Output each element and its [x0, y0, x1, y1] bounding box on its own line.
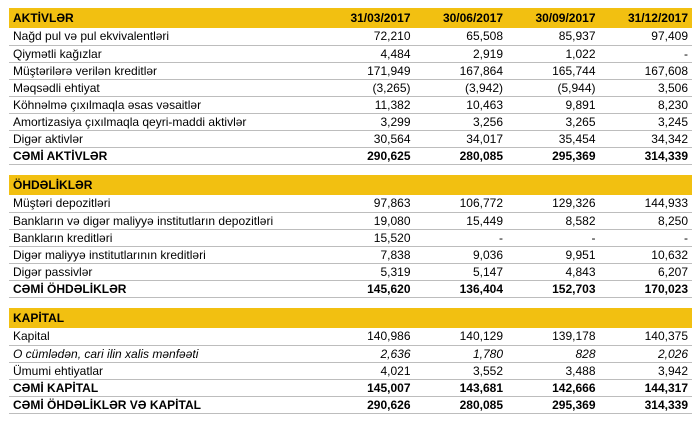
- row-value: 15,520: [322, 229, 415, 246]
- table-row: [9, 147, 692, 164]
- row-value: 171,949: [322, 62, 415, 79]
- row-value: 3,245: [600, 113, 693, 130]
- row-value: 97,409: [600, 28, 693, 45]
- section-gap: [9, 164, 692, 175]
- row-value: 295,369: [507, 147, 600, 164]
- section-title: KAPİTAL: [9, 308, 692, 328]
- row-value: 290,626: [322, 396, 415, 413]
- row-label: Müştəri depozitləri: [9, 195, 322, 212]
- column-header-q4: 31/12/2017: [600, 8, 693, 28]
- row-value: 72,210: [322, 28, 415, 45]
- row-label: Məqsədli ehtiyat: [9, 79, 322, 96]
- row-label: O cümlədən, cari ilin xalis mənfəəti: [9, 345, 322, 362]
- row-value: 9,891: [507, 96, 600, 113]
- table-row: [9, 280, 692, 297]
- row-value: 4,021: [322, 362, 415, 379]
- table-row: [9, 212, 692, 229]
- table-row: [9, 130, 692, 147]
- row-value: 144,933: [600, 195, 693, 212]
- row-value: 7,838: [322, 246, 415, 263]
- row-value: 144,317: [600, 379, 693, 396]
- row-value: 10,632: [600, 246, 693, 263]
- row-label: Amortizasiya çıxılmaqla qeyri-maddi aktivlər: [9, 113, 322, 130]
- table-row: [9, 362, 692, 379]
- row-value: 34,017: [415, 130, 508, 147]
- row-value: 139,178: [507, 328, 600, 345]
- row-label: Müştərilərə verilən kreditlər: [9, 62, 322, 79]
- row-value: 167,864: [415, 62, 508, 79]
- row-value: 136,404: [415, 280, 508, 297]
- row-value: 295,369: [507, 396, 600, 413]
- section-title-assets: AKTİVLƏR: [9, 8, 322, 28]
- row-value: -: [600, 45, 693, 62]
- row-value: -: [600, 229, 693, 246]
- section-header-hd-li-kl-r: [9, 175, 692, 195]
- table-row: [9, 96, 692, 113]
- row-value: 10,463: [415, 96, 508, 113]
- row-label: CƏMİ KAPİTAL: [9, 379, 322, 396]
- row-value: 2,636: [322, 345, 415, 362]
- row-label: Digər passivlər: [9, 263, 322, 280]
- row-value: 3,265: [507, 113, 600, 130]
- row-value: 2,026: [600, 345, 693, 362]
- row-value: 145,007: [322, 379, 415, 396]
- table-row: [9, 28, 692, 45]
- table-row: [9, 246, 692, 263]
- row-value: 4,843: [507, 263, 600, 280]
- row-value: 3,506: [600, 79, 693, 96]
- column-header-q3: 30/09/2017: [507, 8, 600, 28]
- row-value: 30,564: [322, 130, 415, 147]
- row-value: 34,342: [600, 130, 693, 147]
- table-row: [9, 45, 692, 62]
- table-row: [9, 195, 692, 212]
- row-value: 5,319: [322, 263, 415, 280]
- row-value: 140,375: [600, 328, 693, 345]
- row-value: 152,703: [507, 280, 600, 297]
- header-row-assets: [9, 8, 692, 28]
- row-value: 167,608: [600, 62, 693, 79]
- row-value: 290,625: [322, 147, 415, 164]
- table-row: [9, 263, 692, 280]
- row-label: CƏMİ ÖHDƏLİKLƏR: [9, 280, 322, 297]
- row-value: 3,299: [322, 113, 415, 130]
- row-value: 165,744: [507, 62, 600, 79]
- row-value: 8,230: [600, 96, 693, 113]
- row-label: Ümumi ehtiyatlar: [9, 362, 322, 379]
- row-value: 170,023: [600, 280, 693, 297]
- table-row: [9, 113, 692, 130]
- row-value: 129,326: [507, 195, 600, 212]
- row-value: 2,919: [415, 45, 508, 62]
- row-value: 143,681: [415, 379, 508, 396]
- row-label: CƏMİ ÖHDƏLİKLƏR VƏ KAPİTAL: [9, 396, 322, 413]
- row-value: 11,382: [322, 96, 415, 113]
- row-value: 8,250: [600, 212, 693, 229]
- table-row: [9, 79, 692, 96]
- row-value: 97,863: [322, 195, 415, 212]
- row-value: 4,484: [322, 45, 415, 62]
- table-row: [9, 345, 692, 362]
- row-value: 3,942: [600, 362, 693, 379]
- row-value: 3,256: [415, 113, 508, 130]
- row-value: (3,942): [415, 79, 508, 96]
- row-label: CƏMİ AKTİVLƏR: [9, 147, 322, 164]
- row-label: Bankların və digər maliyyə institutların depozitləri: [9, 212, 322, 229]
- row-value: 142,666: [507, 379, 600, 396]
- row-label: Digər maliyyə institutlarının kreditləri: [9, 246, 322, 263]
- financial-table: [9, 8, 692, 414]
- row-value: 35,454: [507, 130, 600, 147]
- row-value: 5,147: [415, 263, 508, 280]
- row-value: 65,508: [415, 28, 508, 45]
- row-value: 6,207: [600, 263, 693, 280]
- row-value: (3,265): [322, 79, 415, 96]
- table-body: [9, 28, 692, 413]
- row-value: -: [415, 229, 508, 246]
- row-label: Kapital: [9, 328, 322, 345]
- row-value: 140,129: [415, 328, 508, 345]
- table-row: [9, 229, 692, 246]
- row-value: 1,780: [415, 345, 508, 362]
- row-value: 3,552: [415, 362, 508, 379]
- row-value: 314,339: [600, 396, 693, 413]
- row-value: 828: [507, 345, 600, 362]
- section-header-kapi-tal: [9, 308, 692, 328]
- row-value: 15,449: [415, 212, 508, 229]
- row-value: 85,937: [507, 28, 600, 45]
- column-header-q1: 31/03/2017: [322, 8, 415, 28]
- section-title: ÖHDƏLİKLƏR: [9, 175, 692, 195]
- row-value: (5,944): [507, 79, 600, 96]
- row-value: 9,036: [415, 246, 508, 263]
- row-label: Köhnəlmə çıxılmaqla əsas vəsaitlər: [9, 96, 322, 113]
- row-value: 8,582: [507, 212, 600, 229]
- row-value: 9,951: [507, 246, 600, 263]
- row-value: 140,986: [322, 328, 415, 345]
- table-row: [9, 62, 692, 79]
- table-row: [9, 328, 692, 345]
- row-label: Bankların kreditləri: [9, 229, 322, 246]
- row-value: 19,080: [322, 212, 415, 229]
- row-value: 280,085: [415, 147, 508, 164]
- row-value: 314,339: [600, 147, 693, 164]
- row-label: Digər aktivlər: [9, 130, 322, 147]
- table-row: [9, 379, 692, 396]
- section-gap: [9, 297, 692, 308]
- row-value: 3,488: [507, 362, 600, 379]
- row-value: 280,085: [415, 396, 508, 413]
- row-value: 1,022: [507, 45, 600, 62]
- row-label: Qiymətli kağızlar: [9, 45, 322, 62]
- row-label: Nağd pul və pul ekvivalentləri: [9, 28, 322, 45]
- row-value: 145,620: [322, 280, 415, 297]
- row-value: 106,772: [415, 195, 508, 212]
- column-header-q2: 30/06/2017: [415, 8, 508, 28]
- table-row: [9, 396, 692, 413]
- row-value: -: [507, 229, 600, 246]
